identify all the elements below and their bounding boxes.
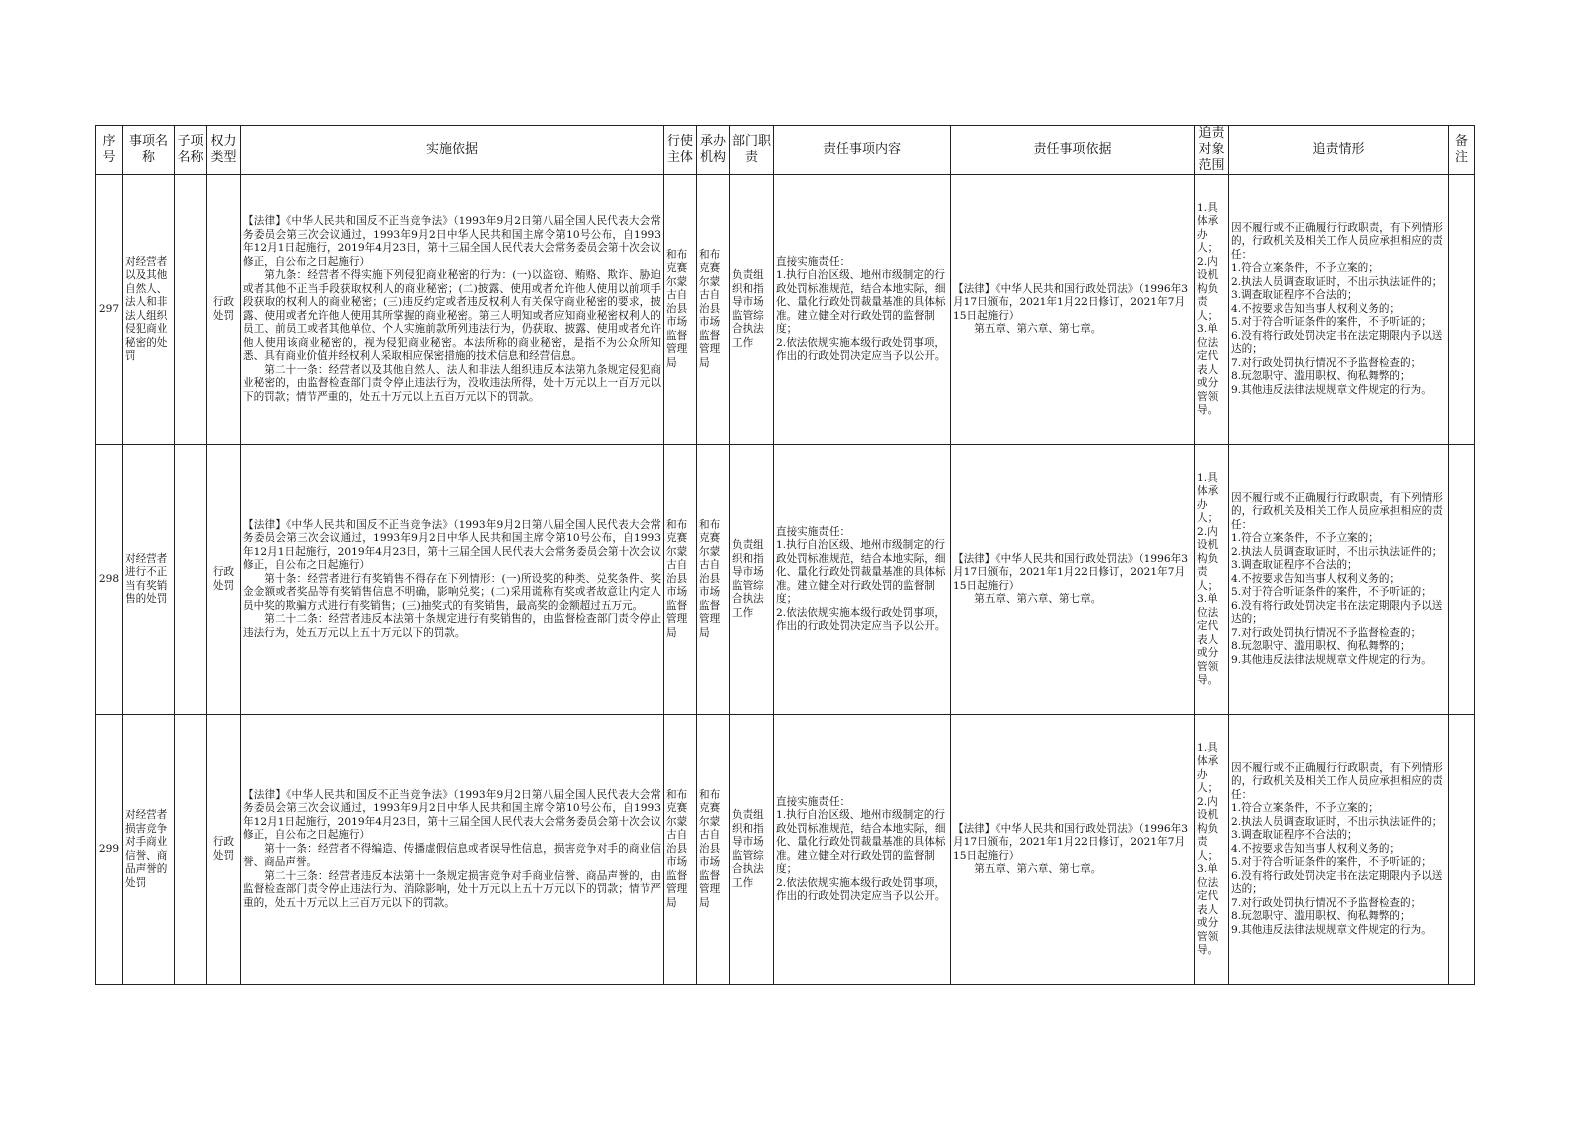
undertaker-cell: 和布克赛尔蒙古自治县市场监督管理局	[697, 175, 730, 445]
header-resp-basis: 责任事项依据	[951, 126, 1195, 175]
duty-cell: 负责组织和指导市场监管综合执法工作	[730, 175, 774, 445]
header-subject: 行使主体	[664, 126, 697, 175]
item-name-cell: 对经营者进行不正当有奖销售的处罚	[123, 445, 175, 715]
basis-cell	[241, 715, 664, 985]
undertaker-cell: 和布克赛尔蒙古自治县市场监督管理局	[697, 715, 730, 985]
resp-content-cell: 直接实施责任： 1.执行自治区级、地州市级制定的行政处罚标准规范，结合本地实际，细化、量化行政处罚裁量基准的具体标准。建立健全对行政处罚的监督制度； 2.依法依规实施本级行政处罚事项，作出的行政处罚决定应当予以公开。	[774, 175, 951, 445]
basis-cell	[241, 175, 664, 445]
duty-cell: 负责组织和指导市场监管综合执法工作	[730, 445, 774, 715]
remark-cell	[1449, 445, 1475, 715]
basis-law-text: 【法律】《中华人民共和国反不正当竞争法》（1993年9月2日第八届全国人民代表大会常务委员会第三次会议通过，1993年9月2日中华人民共和国主席令第10号公布，自1993年12月1日起施行，2019年4月23日，第十三届全国人民代表大会常务委员会第十次会议修正，自公布之日起施行）	[243, 518, 661, 572]
table-row	[96, 715, 1475, 985]
power-type-cell: 行政处罚	[207, 445, 241, 715]
sub-item-cell	[175, 175, 207, 445]
header-undertaker: 承办机构	[697, 126, 730, 175]
item-name-cell: 对经营者以及其他自然人、法人和非法人组织侵犯商业秘密的处罚	[123, 175, 175, 445]
header-remark: 备注	[1449, 126, 1475, 175]
power-list-table	[95, 125, 1475, 985]
scope-cell: 1.具体承办人； 2.内设机构负责人； 3.单位法定代表人或分管领导。	[1195, 175, 1229, 445]
duty-cell: 负责组织和指导市场监管综合执法工作	[730, 715, 774, 985]
header-sub-item: 子项名称	[175, 126, 207, 175]
seq-cell: 298	[96, 445, 123, 715]
resp-basis-cell	[951, 715, 1195, 985]
basis-law-text: 【法律】《中华人民共和国反不正当竞争法》（1993年9月2日第八届全国人民代表大会常务委员会第三次会议通过，1993年9月2日中华人民共和国主席令第10号公布，自1993年12月1日起施行，2019年4月23日，第十三届全国人民代表大会常务委员会第十次会议修正，自公布之日起施行）	[243, 788, 661, 842]
header-situation: 追责情形	[1229, 126, 1449, 175]
power-type-cell: 行政处罚	[207, 175, 241, 445]
basis-law-text: 【法律】《中华人民共和国反不正当竞争法》（1993年9月2日第八届全国人民代表大会常务委员会第三次会议通过，1993年9月2日中华人民共和国主席令第10号公布，自1993年12月1日起施行，2019年4月23日，第十三届全国人民代表大会常务委员会第十次会议修正，自公布之日起施行）	[243, 215, 661, 268]
scope-cell: 1.具体承办人； 2.内设机构负责人； 3.单位法定代表人或分管领导。	[1195, 715, 1229, 985]
item-name-cell: 对经营者损害竞争对手商业信誉、商品声誉的处罚	[123, 715, 175, 985]
subject-cell: 和布克赛尔蒙古自治县市场监督管理局	[664, 715, 697, 985]
basis-article-2: 第二十二条：经营者违反本法第十条规定进行有奖销售的，由监督检查部门责令停止违法行为，处五万元以上五十万元以下的罚款。	[243, 613, 661, 639]
basis-article-2: 第二十三条：经营者违反本法第十一条规定损害竞争对手商业信誉、商品声誉的，由监督检查部门责令停止违法行为、消除影响，处十万元以上五十万元以下的罚款；情节严重的，处五十万元以上三百万元以下的罚款。	[243, 869, 661, 909]
resp-basis-law: 【法律】《中华人民共和国行政处罚法》（1996年3月17日颁布，2021年1月22日修订，2021年7月15日起施行）	[953, 282, 1188, 322]
resp-content-cell: 直接实施责任： 1.执行自治区级、地州市级制定的行政处罚标准规范，结合本地实际，细化、量化行政处罚裁量基准的具体标准。建立健全对行政处罚的监督制度； 2.依法依规实施本级行政处罚事项，作出的行政处罚决定应当予以公开。	[774, 445, 951, 715]
header-resp-content: 责任事项内容	[774, 126, 951, 175]
sub-item-cell	[175, 715, 207, 985]
situation-cell: 因不履行或不正确履行行政职责，有下列情形的，行政机关及相关工作人员应承担相应的责任： 1.符合立案条件，不予立案的； 2.执法人员调查取证时，不出示执法证件的； 3.调查取证程序不合法的； 4.不按要求告知当事人权利义务的； 5.对于符合听证条件的案件，不予听证的； 6.没有将行政处罚决定书在法定期限内予以送达的； 7.对行政处罚执行情况不予监督检查的； 8.玩忽职守、滥用职权、徇私舞弊的； 9.其他违反法律法规规章文件规定的行为。	[1229, 175, 1449, 445]
situation-cell: 因不履行或不正确履行行政职责，有下列情形的，行政机关及相关工作人员应承担相应的责任： 1.符合立案条件，不予立案的； 2.执法人员调查取证时，不出示执法证件的； 3.调查取证程序不合法的； 4.不按要求告知当事人权利义务的； 5.对于符合听证条件的案件，不予听证的； 6.没有将行政处罚决定书在法定期限内予以送达的； 7.对行政处罚执行情况不予监督检查的； 8.玩忽职守、滥用职权、徇私舞弊的； 9.其他违反法律法规规章文件规定的行为。	[1229, 445, 1449, 715]
header-scope: 追责对象范围	[1195, 126, 1229, 175]
resp-content-cell: 直接实施责任： 1.执行自治区级、地州市级制定的行政处罚标准规范，结合本地实际，细化、量化行政处罚裁量基准的具体标准。建立健全对行政处罚的监督制度； 2.依法依规实施本级行政处罚事项，作出的行政处罚决定应当予以公开。	[774, 715, 951, 985]
basis-article-1: 第十条：经营者进行有奖销售不得存在下列情形：(一)所设奖的种类、兑奖条件、奖金金额或者奖品等有奖销售信息不明确，影响兑奖；(二)采用谎称有奖或者故意让内定人员中奖的欺骗方式进行有奖销售；(三)抽奖式的有奖销售，最高奖的金额超过五万元。	[243, 572, 661, 612]
basis-article-2: 第二十一条：经营者以及其他自然人、法人和非法人组织违反本法第九条规定侵犯商业秘密的，由监督检查部门责令停止违法行为，没收违法所得，处十万元以上一百万元以下的罚款；情节严重的，处五十万元以上五百万元以下的罚款。	[243, 363, 661, 403]
resp-basis-chapters: 第五章、第六章、第七章。	[974, 863, 1102, 875]
resp-basis-law: 【法律】《中华人民共和国行政处罚法》（1996年3月17日颁布，2021年1月22日修订，2021年7月15日起施行）	[953, 552, 1188, 592]
power-type-cell: 行政处罚	[207, 715, 241, 985]
scope-cell: 1.具体承办人； 2.内设机构负责人； 3.单位法定代表人或分管领导。	[1195, 445, 1229, 715]
header-power-type: 权力类型	[207, 126, 241, 175]
seq-cell: 299	[96, 715, 123, 985]
seq-cell: 297	[96, 175, 123, 445]
resp-basis-chapters: 第五章、第六章、第七章。	[974, 593, 1102, 605]
resp-basis-law: 【法律】《中华人民共和国行政处罚法》（1996年3月17日颁布，2021年1月22日修订，2021年7月15日起施行）	[953, 822, 1188, 862]
situation-cell: 因不履行或不正确履行行政职责，有下列情形的，行政机关及相关工作人员应承担相应的责任： 1.符合立案条件，不予立案的； 2.执法人员调查取证时，不出示执法证件的； 3.调查取证程序不合法的； 4.不按要求告知当事人权利义务的； 5.对于符合听证条件的案件，不予听证的； 6.没有将行政处罚决定书在法定期限内予以送达的； 7.对行政处罚执行情况不予监督检查的； 8.玩忽职守、滥用职权、徇私舞弊的； 9.其他违反法律法规规章文件规定的行为。	[1229, 715, 1449, 985]
header-duty: 部门职责	[730, 126, 774, 175]
resp-basis-cell	[951, 445, 1195, 715]
undertaker-cell: 和布克赛尔蒙古自治县市场监督管理局	[697, 445, 730, 715]
table-row	[96, 175, 1475, 445]
remark-cell	[1449, 715, 1475, 985]
remark-cell	[1449, 175, 1475, 445]
subject-cell: 和布克赛尔蒙古自治县市场监督管理局	[664, 175, 697, 445]
basis-article-1: 第九条：经营者不得实施下列侵犯商业秘密的行为：(一)以盗窃、贿赂、欺诈、胁迫或者其他不正当手段获取权利人的商业秘密；(二)披露、使用或者允许他人使用以前项手段获取的权利人的商业秘密；(三)违反约定或者违反权利人有关保守商业秘密的要求，披露、使用或者允许他人使用其所掌握的商业秘密。第三人明知或者应知商业秘密权利人的员工、前员工或者其他单位、个人实施前款所列违法行为，仍获取、披露、使用或者允许他人使用该商业秘密的，视为侵犯商业秘密。本法所称的商业秘密，是指不为公众所知悉、具有商业价值并经权利人采取相应保密措施的技术信息和经营信息。	[243, 269, 661, 362]
header-seq: 序号	[96, 126, 123, 175]
subject-cell: 和布克赛尔蒙古自治县市场监督管理局	[664, 445, 697, 715]
header-row	[96, 126, 1475, 175]
resp-basis-chapters: 第五章、第六章、第七章。	[974, 323, 1102, 335]
resp-basis-cell	[951, 175, 1195, 445]
basis-cell	[241, 445, 664, 715]
sub-item-cell	[175, 445, 207, 715]
table-row	[96, 445, 1475, 715]
basis-article-1: 第十一条：经营者不得编造、传播虚假信息或者误导性信息，损害竞争对手的商业信誉、商品声誉。	[243, 842, 661, 869]
header-item-name: 事项名称	[123, 126, 175, 175]
header-basis: 实施依据	[241, 126, 664, 175]
